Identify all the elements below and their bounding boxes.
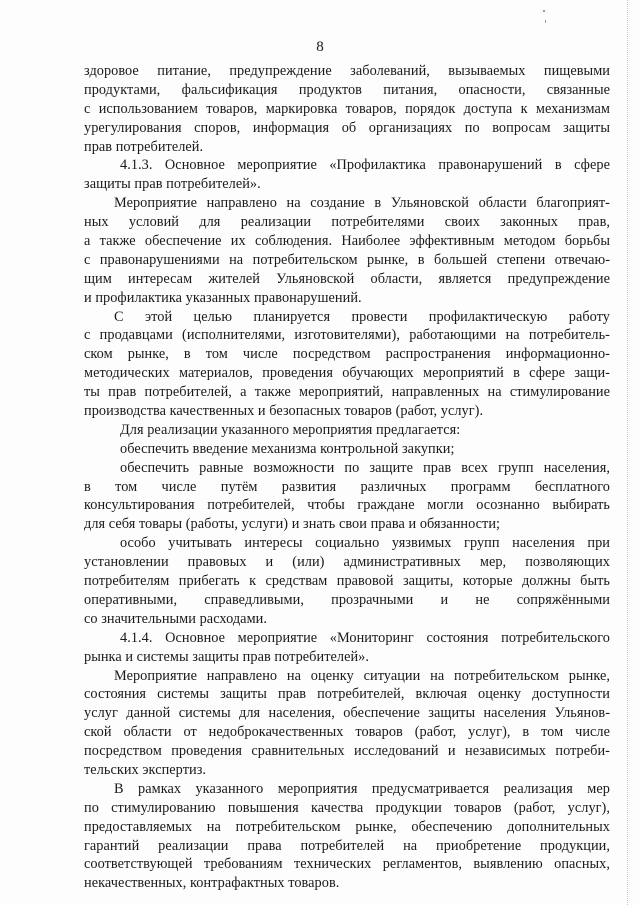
body-text xyxy=(84,62,610,893)
text-line: щим интересам жителей Ульяновской области, является предупреждение xyxy=(84,270,610,287)
text-line: 4.1.4. Основное мероприятие «Мониторинг состояния потребительского xyxy=(120,629,610,646)
text-line: Мероприятие направлено на создание в Ульяновской области благоприят- xyxy=(114,195,610,212)
text-line: некачественных, контрафактных товаров. xyxy=(84,875,340,892)
text-line: Мероприятие направлено на оценку ситуации на потребительском рынке, xyxy=(114,667,610,684)
text-line: с продавцами (исполнителями, изготовителями), работающими на потребитель- xyxy=(84,327,610,344)
text-line: урегулирования споров, информация об организациях по вопросам защиты xyxy=(84,119,610,136)
text-line: потребителям прибегать к средствам правовой защиты, которые должны быть xyxy=(84,573,610,590)
text-line: с использованием товаров, маркировка товаров, порядок доступа к механизмам xyxy=(84,100,610,117)
scan-edge-line xyxy=(627,0,629,905)
page-number: 8 xyxy=(316,39,324,55)
text-line: установлении правовых и (или) административных мер, позволяющих xyxy=(84,554,610,571)
scan-speck xyxy=(543,10,545,12)
text-line: гарантий реализации права потребителей на приобретение продукции, xyxy=(84,837,610,854)
text-line: по стимулированию повышения качества продукции товаров (работ, услуг), xyxy=(84,799,610,816)
text-line: а также обеспечение их соблюдения. Наиболее эффективным методом борьбы xyxy=(84,233,610,250)
text-line: посредством проведения сравнительных исследований и независимых потреби- xyxy=(84,743,610,760)
text-line: тельских экспертиз. xyxy=(84,761,207,778)
text-line: в том числе путём развития различных программ бесплатного xyxy=(84,478,610,495)
text-line: 4.1.3. Основное мероприятие «Профилактика правонарушений в сфере xyxy=(120,157,610,174)
text-line: здоровое питание, предупреждение заболеваний, вызываемых пищевыми xyxy=(84,63,610,79)
text-line: ском рынке, в том числе посредством распространения информационно- xyxy=(84,346,610,363)
text-line: В рамках указанного мероприятия предусматривается реализация мер xyxy=(114,780,610,797)
text-line: с правонарушениями на потребительском рынке, в большей степени отвечаю- xyxy=(84,251,610,268)
text-line: обеспечить равные возможности по защите прав всех групп населения, xyxy=(120,459,610,476)
text-line: продуктами, фальсификация продуктов питания, опасности, связанные xyxy=(84,81,610,98)
text-line: прав потребителей. xyxy=(84,138,204,155)
text-line: особо учитывать интересы социально уязвимых групп населения при xyxy=(120,535,610,552)
text-line: обеспечить введение механизма контрольной закупки; xyxy=(120,440,455,457)
text-line: соответствующей требованиям технических регламентов, выявлению опасных, xyxy=(84,856,610,873)
text-line: консультирования потребителей, чтобы граждане могли осознанно выбирать xyxy=(84,497,610,514)
text-line: рынка и системы защиты прав потребителей». xyxy=(84,648,369,665)
text-line: со значительными расходами. xyxy=(84,610,267,627)
text-line: и профилактика указанных правонарушений. xyxy=(84,289,362,306)
text-line: производства качественных и безопасных товаров (работ, услуг). xyxy=(84,403,484,420)
text-line: защиты прав потребителей». xyxy=(84,176,261,193)
text-line: Для реализации указанного мероприятия предлагается: xyxy=(120,421,461,438)
text-line: состояния системы защиты прав потребителей, включая оценку доступности xyxy=(84,686,610,703)
text-line: оперативными, справедливыми, прозрачными и не сопряжёнными xyxy=(84,591,610,608)
text-line: С этой целью планируется провести профилактическую работу xyxy=(114,308,610,325)
text-line: методических материалов, проведения обучающих мероприятий в сфере защи- xyxy=(84,365,610,382)
text-line: ных условий для реализации потребителями своих законных прав, xyxy=(84,214,610,231)
text-line: ской области от недоброкачественных товаров (работ, услуг), в том числе xyxy=(84,724,610,741)
text-line: предоставляемых на потребительском рынке, обеспечению дополнительных xyxy=(84,818,610,835)
text-line: ты прав потребителей, а также мероприятий, направленных на стимулирование xyxy=(84,384,610,401)
text-line: для себя товары (работы, услуги) и знать свои права и обязанности; xyxy=(84,516,501,533)
scan-speck xyxy=(545,20,546,23)
text-line: услуг данной системы для населения, обеспечение защиты населения Ульянов- xyxy=(84,705,610,722)
